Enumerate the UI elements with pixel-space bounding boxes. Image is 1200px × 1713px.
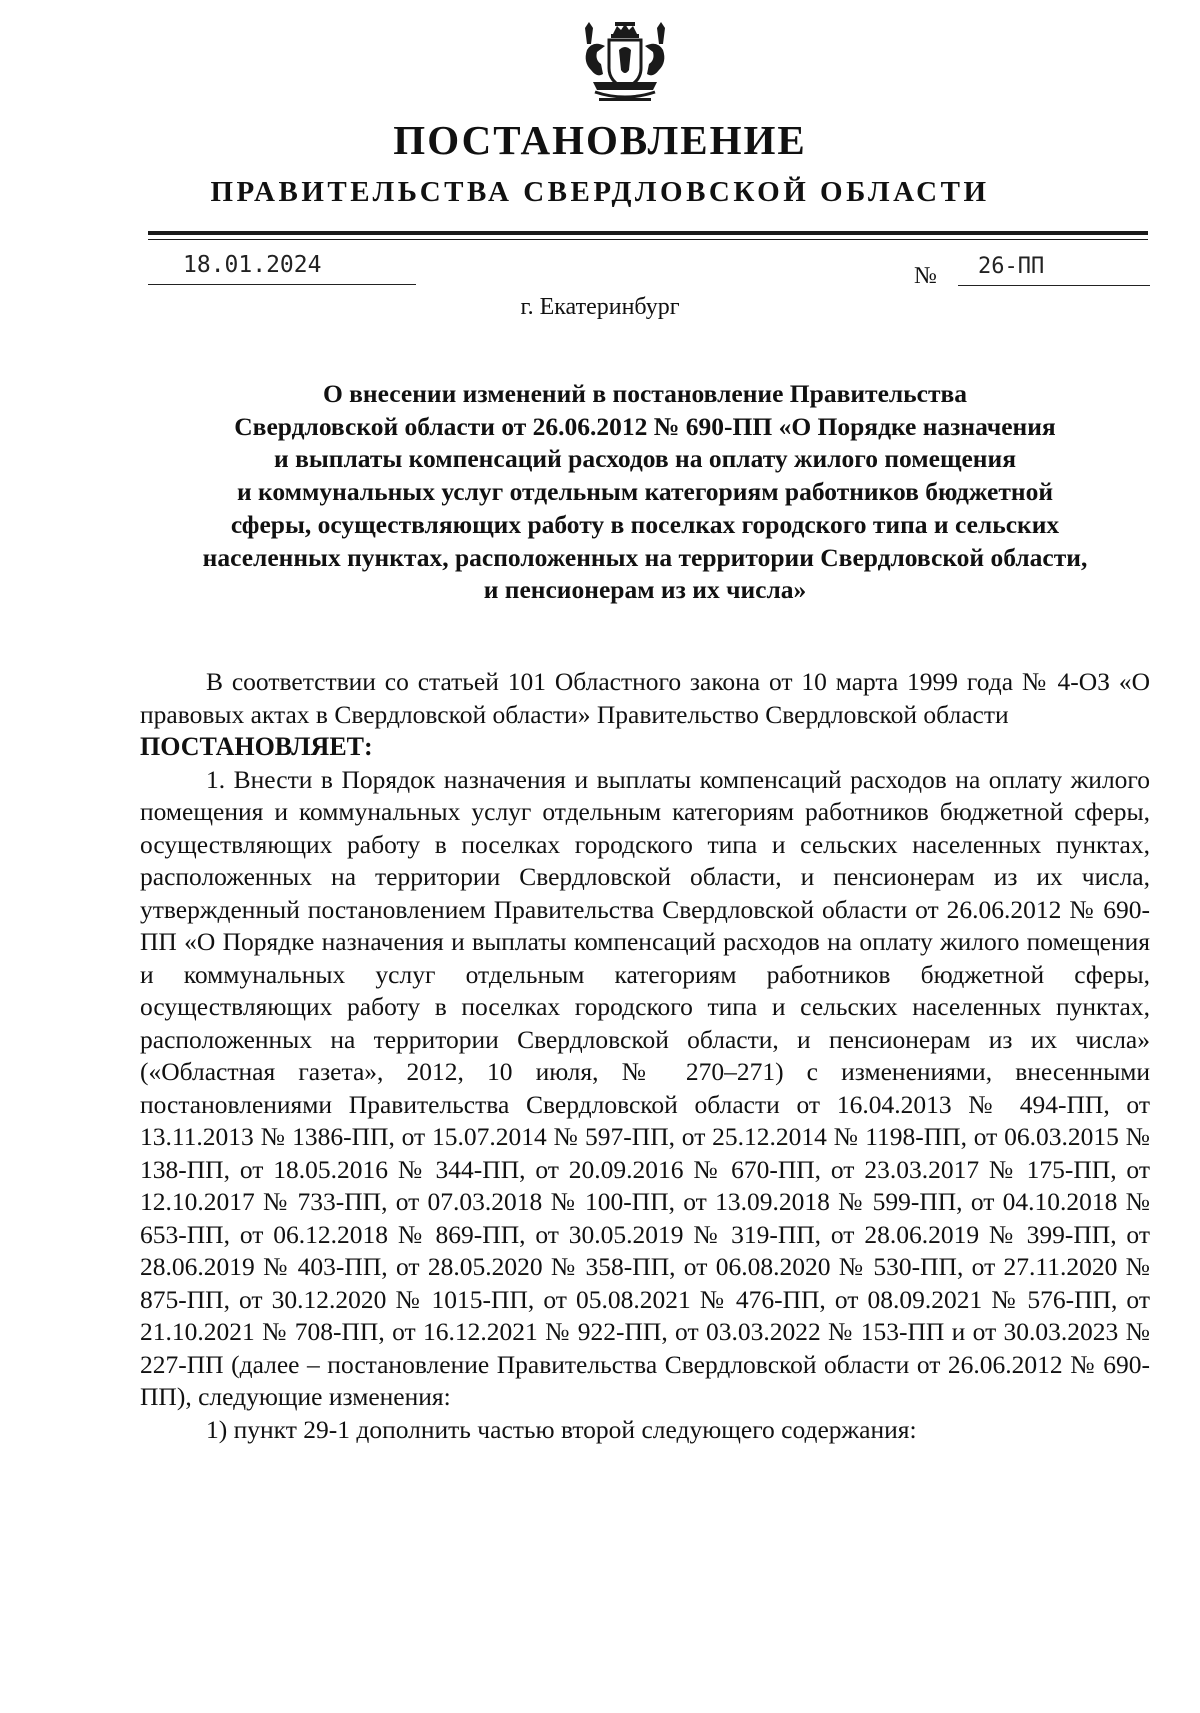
issuing-authority: ПРАВИТЕЛЬСТВА СВЕРДЛОВСКОЙ ОБЛАСТИ [210, 176, 990, 208]
resolves-heading: ПОСТАНОВЛЯЕТ: [140, 732, 373, 761]
heading-line: и пенсионерам из их числа» [483, 575, 807, 605]
header-divider-thick [148, 231, 1148, 235]
document-number: 26-ПП [978, 254, 1045, 279]
item-1-paragraph: 1. Внести в Порядок назначения и выплаты компенсаций расходов на оплату жилого помещения и коммунальных услуг отдельным категориям работников бюджетной сферы, осуществляющих работу в поселках городского типа и сельских населенных пунктах, расположенных на территории Свердловской области, и пенсионерам из их числа, утвержденный постановлением Правительства Свердловской области от 26.06.2012 № 690-ПП «О Порядке назначения и выплаты компенсаций расходов на оплату жилого помещения и коммунальных услуг отдельным категориям работников бюджетной сферы, осуществляющих работу в поселках городского типа и сельских населенных пунктах, расположенных на территории Свердловской области, и пенсионерам из их числа» («Областная газета», 2012, 10 июля, № 270–271) с изменениями, внесенными постановлениями Правительства Свердловской области от 16.04.2013 № 494-ПП, от 13.11.2013 № 1386-ПП, от 15.07.2014 № 597-ПП, от 25.12.2014 № 1198-ПП, от 06.03.2015 № 138-ПП, от 18.05.2016 № 344-ПП, от 20.09.2016 № 670-ПП, от 23.03.2017 № 175-ПП, от 12.10.2017 № 733-ПП, от 07.03.2018 № 100-ПП, от 13.09.2018 № 599-ПП, от 04.10.2018 № 653-ПП, от 06.12.2018 № 869-ПП, от 30.05.2019 № 319-ПП, от 28.06.2019 № 399-ПП, от 28.06.2019 № 403-ПП, от 28.05.2020 № 358-ПП, от 06.08.2020 № 530-ПП, от 27.11.2020 № 875-ПП, от 30.12.2020 № 1015-ПП, от 05.08.2021 № 476-ПП, от 08.09.2021 № 576-ПП, от 21.10.2021 № 708-ПП, от 16.12.2021 № 922-ПП, от 03.03.2022 № 153-ПП и от 30.03.2023 № 227-ПП (далее – постановление Правительства Свердловской области от 26.06.2012 № 690-ПП), следующие изменения: [140, 764, 1150, 1411]
document-body [140, 666, 1150, 1446]
heading-line: и коммунальных услуг отдельным категориям работников бюджетной [236, 477, 1054, 507]
intro-paragraph: В соответствии со статьей 101 Областного закона от 10 марта 1999 года № 4-ОЗ «О правовых актах в Свердловской области» Правительство Свердловской области [140, 667, 1150, 729]
number-sign: № [914, 263, 937, 289]
document-city: г. Екатеринбург [520, 294, 680, 320]
heading-line: населенных пунктах, расположенных на территории Свердловской области, [202, 542, 1088, 572]
document-heading [140, 378, 1150, 607]
date-underline [148, 284, 416, 285]
header-divider-thin [148, 239, 1148, 240]
document-title: ПОСТАНОВЛЕНИЕ [393, 117, 807, 163]
heading-line: и выплаты компенсаций расходов на оплату жилого помещения [274, 444, 1016, 474]
heading-line: Свердловской области от 26.06.2012 № 690-ПП «О Порядке назначения [234, 411, 1056, 441]
coat-of-arms-emblem [573, 20, 677, 108]
number-underline [958, 285, 1150, 286]
document-date: 18.01.2024 [183, 252, 322, 278]
heading-line: сферы, осуществляющих работу в поселках городского типа и сельских [230, 509, 1060, 539]
subitem-1-paragraph: 1) пункт 29-1 дополнить частью второй следующего содержания: [206, 1414, 917, 1444]
heading-line: О внесении изменений в постановление Правительства [322, 379, 968, 408]
